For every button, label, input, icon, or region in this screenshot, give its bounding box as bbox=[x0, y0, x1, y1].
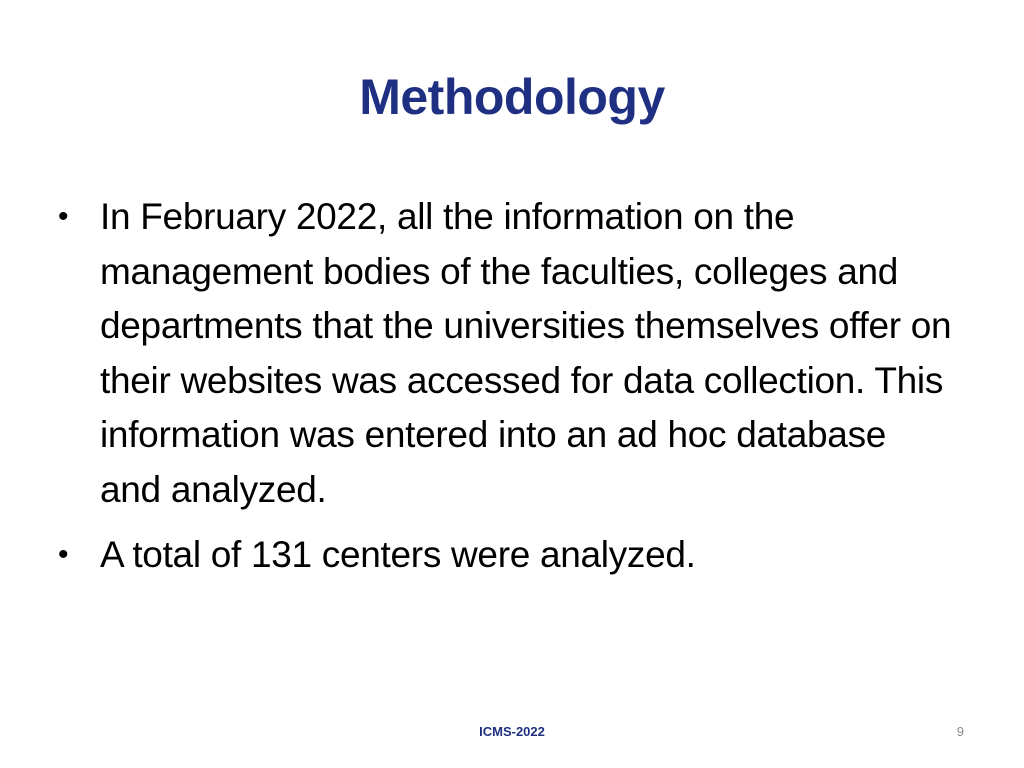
bullet-icon: • bbox=[58, 538, 69, 571]
bullet-item bbox=[56, 190, 956, 517]
footer-label: ICMS-2022 bbox=[479, 724, 545, 739]
slide-title: Methodology bbox=[359, 69, 665, 125]
bullet-item bbox=[56, 528, 956, 583]
page-number: 9 bbox=[956, 724, 964, 739]
bullet-text: In February 2022, all the information on the management bodies of the faculties, colleges and departments that the universities themselves offer on their websites was accessed for data collection. This information was entered into an ad hoc database and analyzed. bbox=[100, 196, 952, 510]
bullet-icon: • bbox=[58, 200, 69, 233]
bullet-text: A total of 131 centers were analyzed. bbox=[100, 534, 696, 575]
bullet-list bbox=[56, 190, 956, 594]
